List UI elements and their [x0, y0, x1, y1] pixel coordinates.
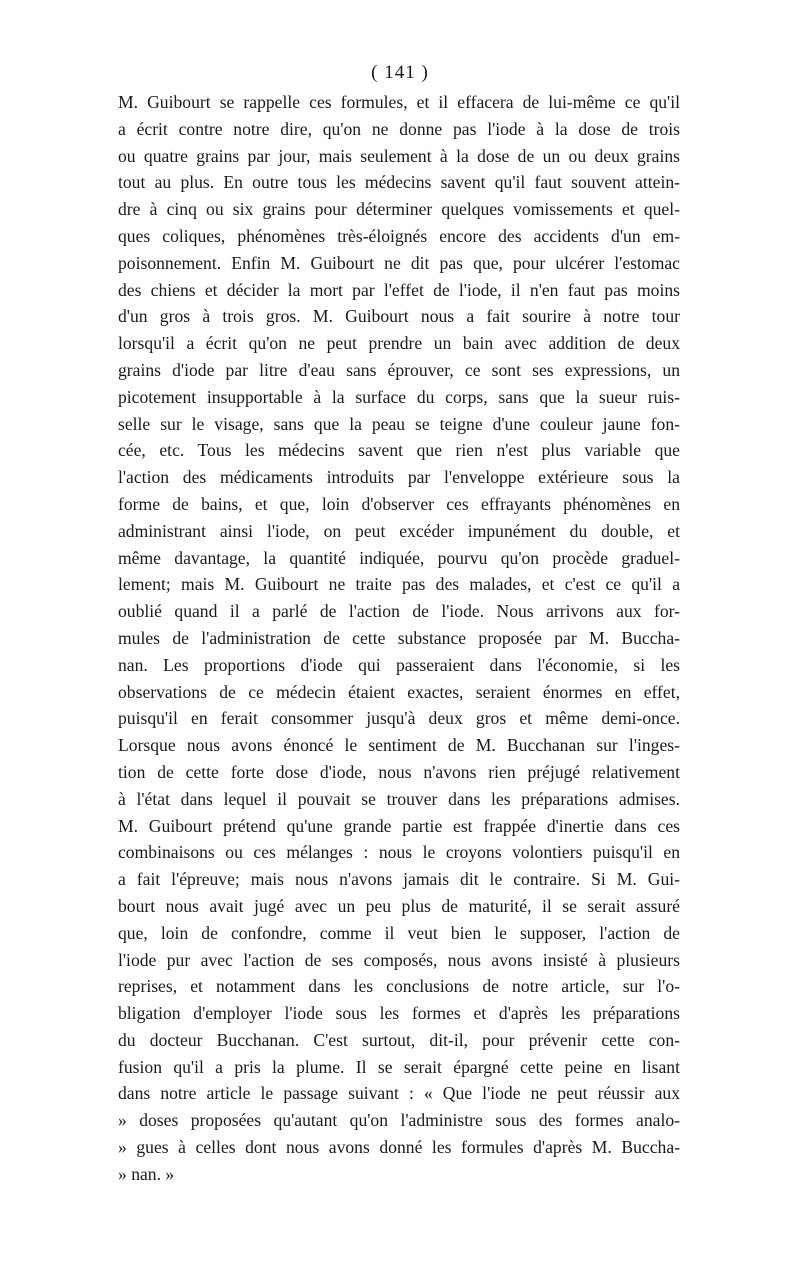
text-line: administrant ainsi l'iode, on peut excéder impunément du double, et	[118, 520, 680, 541]
text-line: selle sur le visage, sans que la peau se teigne d'une couleur jaune fon-	[118, 413, 680, 434]
text-line: bligation d'employer l'iode sous les formes et d'après les préparations	[118, 1003, 680, 1024]
text-line: a écrit contre notre dire, qu'on ne donne pas l'iode à la dose de trois	[118, 118, 680, 139]
text-line: l'iode pur avec l'action de ses composés, nous avons insisté à plusieurs	[118, 949, 680, 970]
text-line: nan. Les proportions d'iode qui passeraient dans l'économie, si les	[118, 654, 680, 675]
text-line: » doses proposées qu'autant qu'on l'administre sous des formes analo-	[118, 1110, 680, 1131]
text-line: picotement insupportable à la surface du corps, sans que la sueur ruis-	[118, 386, 680, 407]
text-line: lorsqu'il a écrit qu'on ne peut prendre un bain avec addition de deux	[118, 333, 680, 354]
text-line: ou quatre grains par jour, mais seulement à la dose de un ou deux grains	[118, 145, 680, 166]
text-line: reprises, et notamment dans les conclusions de notre article, sur l'o-	[118, 976, 680, 997]
text-line: que, loin de confondre, comme il veut bien le supposer, l'action de	[118, 922, 680, 943]
text-line: fusion qu'il a pris la plume. Il se serait épargné cette peine en lisant	[118, 1056, 680, 1077]
text-line: à l'état dans lequel il pouvait se trouver dans les préparations admises.	[118, 788, 680, 809]
text-line: bourt nous avait jugé avec un peu plus de maturité, il se serait assuré	[118, 895, 680, 916]
text-line: lement; mais M. Guibourt ne traite pas des malades, et c'est ce qu'il a	[118, 574, 680, 595]
text-line: forme de bains, et que, loin d'observer ces effrayants phénomènes en	[118, 493, 680, 514]
text-line: poisonnement. Enfin M. Guibourt ne dit pas que, pour ulcérer l'estomac	[118, 252, 680, 273]
text-line: M. Guibourt prétend qu'une grande partie est frappée d'inertie dans ces	[118, 815, 680, 836]
text-line: a fait l'épreuve; mais nous n'avons jamais dit le contraire. Si M. Gui-	[118, 869, 680, 890]
text-line: observations de ce médecin étaient exactes, seraient énormes en effet,	[118, 681, 680, 702]
text-line: Lorsque nous avons énoncé le sentiment de M. Bucchanan sur l'inges-	[118, 735, 680, 756]
text-line: puisqu'il en ferait consommer jusqu'à deux gros et même demi-once.	[118, 708, 680, 729]
body-text	[118, 89, 680, 1188]
text-line: combinaisons ou ces mélanges : nous le croyons volontiers puisqu'il en	[118, 842, 680, 863]
text-line: l'action des médicaments introduits par l'enveloppe extérieure sous la	[118, 467, 680, 488]
page-number: ( 141 )	[371, 62, 429, 83]
text-line: dans notre article le passage suivant : « Que l'iode ne peut réussir aux	[118, 1083, 680, 1104]
text-line: même davantage, la quantité indiquée, pourvu qu'on procède graduel-	[118, 547, 680, 568]
text-line: grains d'iode par litre d'eau sans éprouver, ce sont ses expressions, un	[118, 359, 680, 380]
text-line: mules de l'administration de cette substance proposée par M. Buccha-	[118, 627, 680, 648]
text-line: » nan. »	[118, 1163, 175, 1184]
text-line: cée, etc. Tous les médecins savent que rien n'est plus variable que	[118, 440, 680, 461]
text-line: du docteur Bucchanan. C'est surtout, dit-il, pour prévenir cette con-	[118, 1029, 680, 1050]
text-line: » gues à celles dont nous avons donné les formules d'après M. Buccha-	[118, 1137, 680, 1158]
text-line: oublié quand il a parlé de l'action de l'iode. Nous arrivons aux for-	[118, 601, 680, 622]
text-line: M. Guibourt se rappelle ces formules, et il effacera de lui-même ce qu'il	[118, 92, 680, 112]
text-line: tion de cette forte dose d'iode, nous n'avons rien préjugé relativement	[118, 761, 680, 782]
text-line: tout au plus. En outre tous les médecins savent qu'il faut souvent attein-	[118, 172, 680, 193]
text-line: des chiens et décider la mort par l'effet de l'iode, il n'en faut pas moins	[118, 279, 680, 300]
text-line: ques coliques, phénomènes très-éloignés encore des accidents d'un em-	[118, 225, 680, 246]
text-line: d'un gros à trois gros. M. Guibourt nous a fait sourire à notre tour	[118, 306, 680, 327]
text-line: dre à cinq ou six grains pour déterminer quelques vomissements et quel-	[118, 199, 680, 220]
